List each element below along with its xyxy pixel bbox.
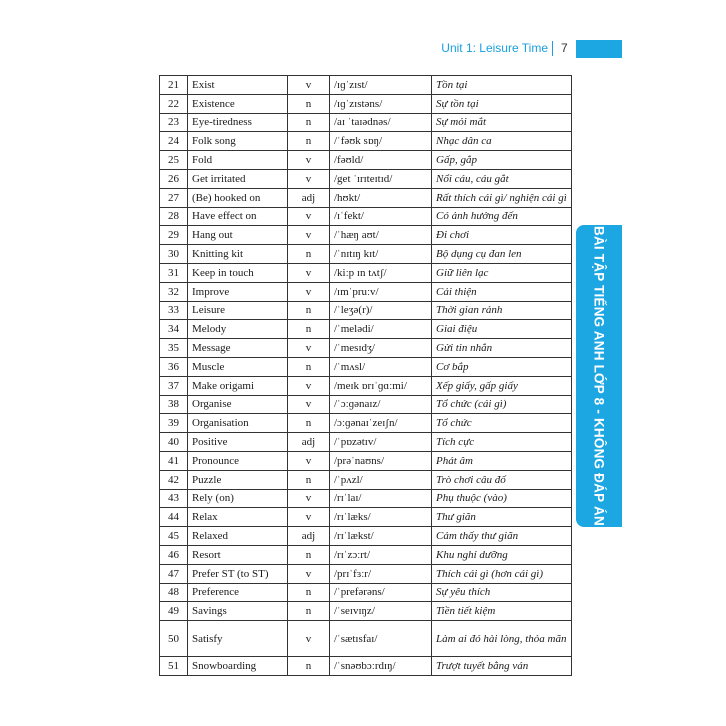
pronunciation-cell: /rɪˈlækst/ [330,527,432,546]
part-of-speech-cell: v [288,451,330,470]
word-cell: Muscle [188,357,288,376]
part-of-speech-cell: n [288,470,330,489]
row-number: 26 [160,169,188,188]
word-cell: Get irritated [188,169,288,188]
pronunciation-cell: /ˈmelədi/ [330,320,432,339]
pronunciation-cell: /fəʊld/ [330,151,432,170]
table-row [160,527,572,546]
row-number: 50 [160,621,188,657]
part-of-speech-cell: v [288,263,330,282]
pronunciation-cell: /rɪˈlæks/ [330,508,432,527]
meaning-cell: Có ảnh hưởng đến [432,207,572,226]
page-number: 7 [561,41,568,55]
part-of-speech-cell: n [288,113,330,132]
word-cell: Have effect on [188,207,288,226]
table-row [160,470,572,489]
table-row [160,564,572,583]
meaning-cell: Khu nghỉ dưỡng [432,545,572,564]
part-of-speech-cell: v [288,76,330,95]
table-row [160,621,572,657]
word-cell: Positive [188,433,288,452]
meaning-cell: Phát âm [432,451,572,470]
word-cell: Organise [188,395,288,414]
part-of-speech-cell: n [288,414,330,433]
vocabulary-table-body [160,76,572,676]
row-number: 47 [160,564,188,583]
table-row [160,320,572,339]
word-cell: Message [188,339,288,358]
pronunciation-cell: /ˈmʌsl/ [330,357,432,376]
table-row [160,94,572,113]
part-of-speech-cell: v [288,207,330,226]
pronunciation-cell: /ˈseɪvɪŋz/ [330,602,432,621]
pronunciation-cell: /ɪɡˈzɪst/ [330,76,432,95]
row-number: 49 [160,602,188,621]
meaning-cell: Tồn tại [432,76,572,95]
word-cell: Make origami [188,376,288,395]
pronunciation-cell: /rɪˈlaɪ/ [330,489,432,508]
row-number: 32 [160,282,188,301]
pronunciation-cell: /ɔːɡənaɪˈzeɪʃn/ [330,414,432,433]
meaning-cell: Nổi cáu, cáu gắt [432,169,572,188]
row-number: 24 [160,132,188,151]
part-of-speech-cell: n [288,245,330,264]
pronunciation-cell: /ˈsætɪsfaɪ/ [330,621,432,657]
table-row [160,76,572,95]
pronunciation-cell: /ɪˈfekt/ [330,207,432,226]
pronunciation-cell: /ˈhæŋ aʊt/ [330,226,432,245]
table-row [160,395,572,414]
part-of-speech-cell: v [288,282,330,301]
pronunciation-cell: /kiːp ɪn tʌtʃ/ [330,263,432,282]
meaning-cell: Sự tồn tại [432,94,572,113]
row-number: 37 [160,376,188,395]
pronunciation-cell: /ˈpʌzl/ [330,470,432,489]
row-number: 31 [160,263,188,282]
row-number: 28 [160,207,188,226]
vocabulary-table [159,75,572,676]
table-row [160,245,572,264]
word-cell: Pronounce [188,451,288,470]
pronunciation-cell: /ˈprefərəns/ [330,583,432,602]
meaning-cell: Trượt tuyết bằng ván [432,657,572,676]
row-number: 25 [160,151,188,170]
row-number: 43 [160,489,188,508]
word-cell: Folk song [188,132,288,151]
part-of-speech-cell: v [288,376,330,395]
meaning-cell: Giai điệu [432,320,572,339]
row-number: 27 [160,188,188,207]
pronunciation-cell: /ˈmesɪdʒ/ [330,339,432,358]
part-of-speech-cell: v [288,621,330,657]
part-of-speech-cell: n [288,545,330,564]
pronunciation-cell: /ˈnɪtɪŋ kɪt/ [330,245,432,264]
word-cell: Improve [188,282,288,301]
pronunciation-cell: /aɪ ˈtaɪədnəs/ [330,113,432,132]
word-cell: Fold [188,151,288,170]
meaning-cell: Làm ai đó hài lòng, thỏa mãn [432,621,572,657]
table-row [160,339,572,358]
table-row [160,226,572,245]
table-row [160,282,572,301]
row-number: 45 [160,527,188,546]
table-row [160,301,572,320]
meaning-cell: Rất thích cái gì/ nghiện cái gì [432,188,572,207]
meaning-cell: Cơ bắp [432,357,572,376]
word-cell: Puzzle [188,470,288,489]
word-cell: Prefer ST (to ST) [188,564,288,583]
side-tab-label: BÀI TẬP TIẾNG ANH LỚP 8 - KHÔNG ĐÁP ÁN [591,226,607,526]
meaning-cell: Gửi tin nhắn [432,339,572,358]
word-cell: Eye-tiredness [188,113,288,132]
pronunciation-cell: /ˈleʒə(r)/ [330,301,432,320]
word-cell: Exist [188,76,288,95]
word-cell: Relax [188,508,288,527]
meaning-cell: Thời gian rảnh [432,301,572,320]
pronunciation-cell: /ˈsnəʊbɔːrdɪŋ/ [330,657,432,676]
table-row [160,263,572,282]
page-header [0,40,726,58]
row-number: 29 [160,226,188,245]
word-cell: Knitting kit [188,245,288,264]
table-row [160,113,572,132]
meaning-cell: Tích cực [432,433,572,452]
table-row [160,489,572,508]
part-of-speech-cell: v [288,564,330,583]
word-cell: Relaxed [188,527,288,546]
pronunciation-cell: /ɪmˈpruːv/ [330,282,432,301]
row-number: 41 [160,451,188,470]
meaning-cell: Trò chơi câu đố [432,470,572,489]
meaning-cell: Tổ chức (cái gì) [432,395,572,414]
pronunciation-cell: /get ˈɪrɪteɪtɪd/ [330,169,432,188]
table-row [160,151,572,170]
pronunciation-cell: /ˈfəʊk sɒŋ/ [330,132,432,151]
part-of-speech-cell: v [288,508,330,527]
header-color-bar [576,40,622,58]
pronunciation-cell: /rɪˈzɔːrt/ [330,545,432,564]
pronunciation-cell: /prəˈnaʊns/ [330,451,432,470]
meaning-cell: Gấp, gắp [432,151,572,170]
table-row [160,657,572,676]
meaning-cell: Xếp giấy, gấp giấy [432,376,572,395]
table-row [160,132,572,151]
word-cell: (Be) hooked on [188,188,288,207]
pronunciation-cell: /hʊkt/ [330,188,432,207]
row-number: 51 [160,657,188,676]
unit-title: Unit 1: Leisure Time [441,41,548,55]
part-of-speech-cell: n [288,132,330,151]
row-number: 30 [160,245,188,264]
word-cell: Preference [188,583,288,602]
row-number: 33 [160,301,188,320]
word-cell: Satisfy [188,621,288,657]
part-of-speech-cell: v [288,169,330,188]
part-of-speech-cell: adj [288,433,330,452]
table-row [160,376,572,395]
word-cell: Rely (on) [188,489,288,508]
pronunciation-cell: /prɪˈfɜːr/ [330,564,432,583]
part-of-speech-cell: adj [288,527,330,546]
meaning-cell: Sự mỏi mắt [432,113,572,132]
table-row [160,508,572,527]
word-cell: Keep in touch [188,263,288,282]
part-of-speech-cell: v [288,151,330,170]
row-number: 35 [160,339,188,358]
word-cell: Leisure [188,301,288,320]
table-row [160,451,572,470]
pronunciation-cell: /ɪɡˈzɪstəns/ [330,94,432,113]
part-of-speech-cell: n [288,602,330,621]
row-number: 42 [160,470,188,489]
row-number: 21 [160,76,188,95]
part-of-speech-cell: n [288,301,330,320]
meaning-cell: Giữ liên lạc [432,263,572,282]
pronunciation-cell: /ˈɔːɡənaɪz/ [330,395,432,414]
word-cell: Savings [188,602,288,621]
meaning-cell: Cải thiện [432,282,572,301]
part-of-speech-cell: n [288,583,330,602]
table-row [160,357,572,376]
meaning-cell: Nhạc dân ca [432,132,572,151]
word-cell: Melody [188,320,288,339]
table-row [160,414,572,433]
table-row [160,602,572,621]
part-of-speech-cell: v [288,395,330,414]
row-number: 22 [160,94,188,113]
meaning-cell: Cảm thấy thư giãn [432,527,572,546]
table-row [160,583,572,602]
row-number: 39 [160,414,188,433]
part-of-speech-cell: v [288,226,330,245]
row-number: 44 [160,508,188,527]
pronunciation-cell: /meɪk ɒrɪˈɡɑːmi/ [330,376,432,395]
part-of-speech-cell: n [288,94,330,113]
meaning-cell: Thích cái gì (hơn cái gì) [432,564,572,583]
meaning-cell: Đi chơi [432,226,572,245]
word-cell: Organisation [188,414,288,433]
table-row [160,188,572,207]
word-cell: Hang out [188,226,288,245]
meaning-cell: Thư giãn [432,508,572,527]
part-of-speech-cell: v [288,489,330,508]
header-divider [552,41,553,56]
row-number: 36 [160,357,188,376]
part-of-speech-cell: v [288,339,330,358]
word-cell: Snowboarding [188,657,288,676]
meaning-cell: Phụ thuộc (vào) [432,489,572,508]
row-number: 48 [160,583,188,602]
pronunciation-cell: /ˈpɒzətɪv/ [330,433,432,452]
meaning-cell: Bộ dụng cụ đan len [432,245,572,264]
table-row [160,207,572,226]
word-cell: Existence [188,94,288,113]
meaning-cell: Tiền tiết kiệm [432,602,572,621]
part-of-speech-cell: adj [288,188,330,207]
row-number: 34 [160,320,188,339]
table-row [160,433,572,452]
part-of-speech-cell: n [288,320,330,339]
row-number: 46 [160,545,188,564]
row-number: 38 [160,395,188,414]
table-row [160,169,572,188]
row-number: 40 [160,433,188,452]
word-cell: Resort [188,545,288,564]
part-of-speech-cell: n [288,357,330,376]
table-row [160,545,572,564]
meaning-cell: Tổ chức [432,414,572,433]
meaning-cell: Sự yêu thích [432,583,572,602]
row-number: 23 [160,113,188,132]
part-of-speech-cell: n [288,657,330,676]
